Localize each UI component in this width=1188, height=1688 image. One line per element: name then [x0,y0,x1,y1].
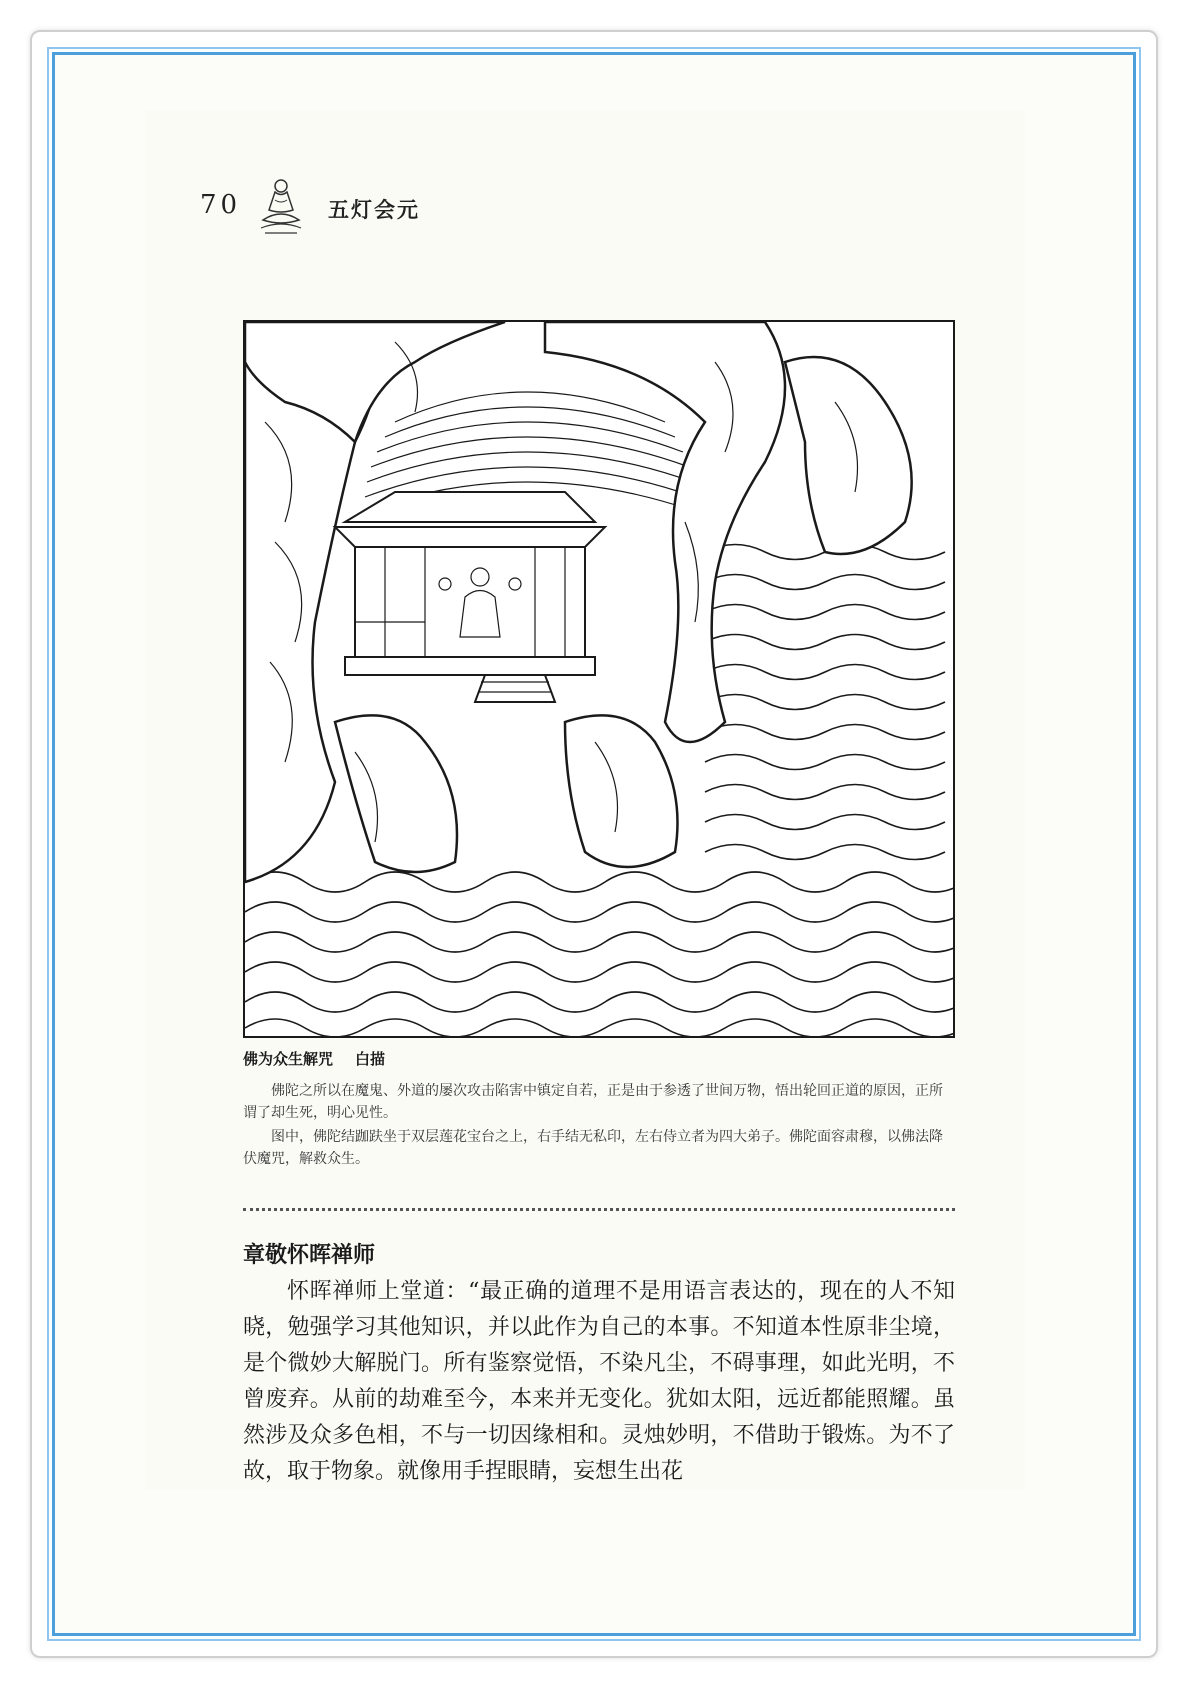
dotted-divider [243,1208,955,1211]
caption-paragraph: 图中，佛陀结跏趺坐于双层莲花宝台之上，右手结无私印，左右侍立者为四大弟子。佛陀面容肃穆，以佛法降伏魔咒，解救众生。 [243,1129,943,1167]
running-header [200,176,600,236]
pavilion-in-rocky-cave-over-waves-illustration [243,320,955,1038]
caption-title-text: 佛为众生解咒 [243,1050,334,1068]
body-text [243,1274,955,1490]
section-title: 章敬怀晖禅师 [243,1243,376,1268]
book-title: 五灯会元 [328,198,420,222]
page-number: 70 [200,190,242,220]
caption-title [243,1048,385,1069]
caption-text [243,1080,955,1172]
book-page [145,110,1025,1490]
body-paragraph: 怀晖禅师上堂道：“最正确的道理不是用语言表达的，现在的人不知晓，勉强学习其他知识，并以此作为自己的本事。不知道本性原非尘境，是个微妙大解脱门。所有鉴察觉悟，不染凡尘，不碍事理，如此光明，不曾废弃。从前的劫难至今，本来并无变化。犹如太阳，远近都能照耀。虽然涉及众多色相，不与一切因缘相和。灵烛妙明，不借助于锻炼。为不了故，取于物象。就像用手捏眼睛，妄想生出花 [243,1279,955,1484]
seated-buddha-icon [255,176,307,236]
caption-paragraph: 佛陀之所以在魔鬼、外道的屡次攻击陷害中镇定自若，正是由于参透了世间万物，悟出轮回正道的原因，正所谓了却生死，明心见性。 [243,1083,943,1121]
caption-style: 白描 [355,1050,386,1068]
